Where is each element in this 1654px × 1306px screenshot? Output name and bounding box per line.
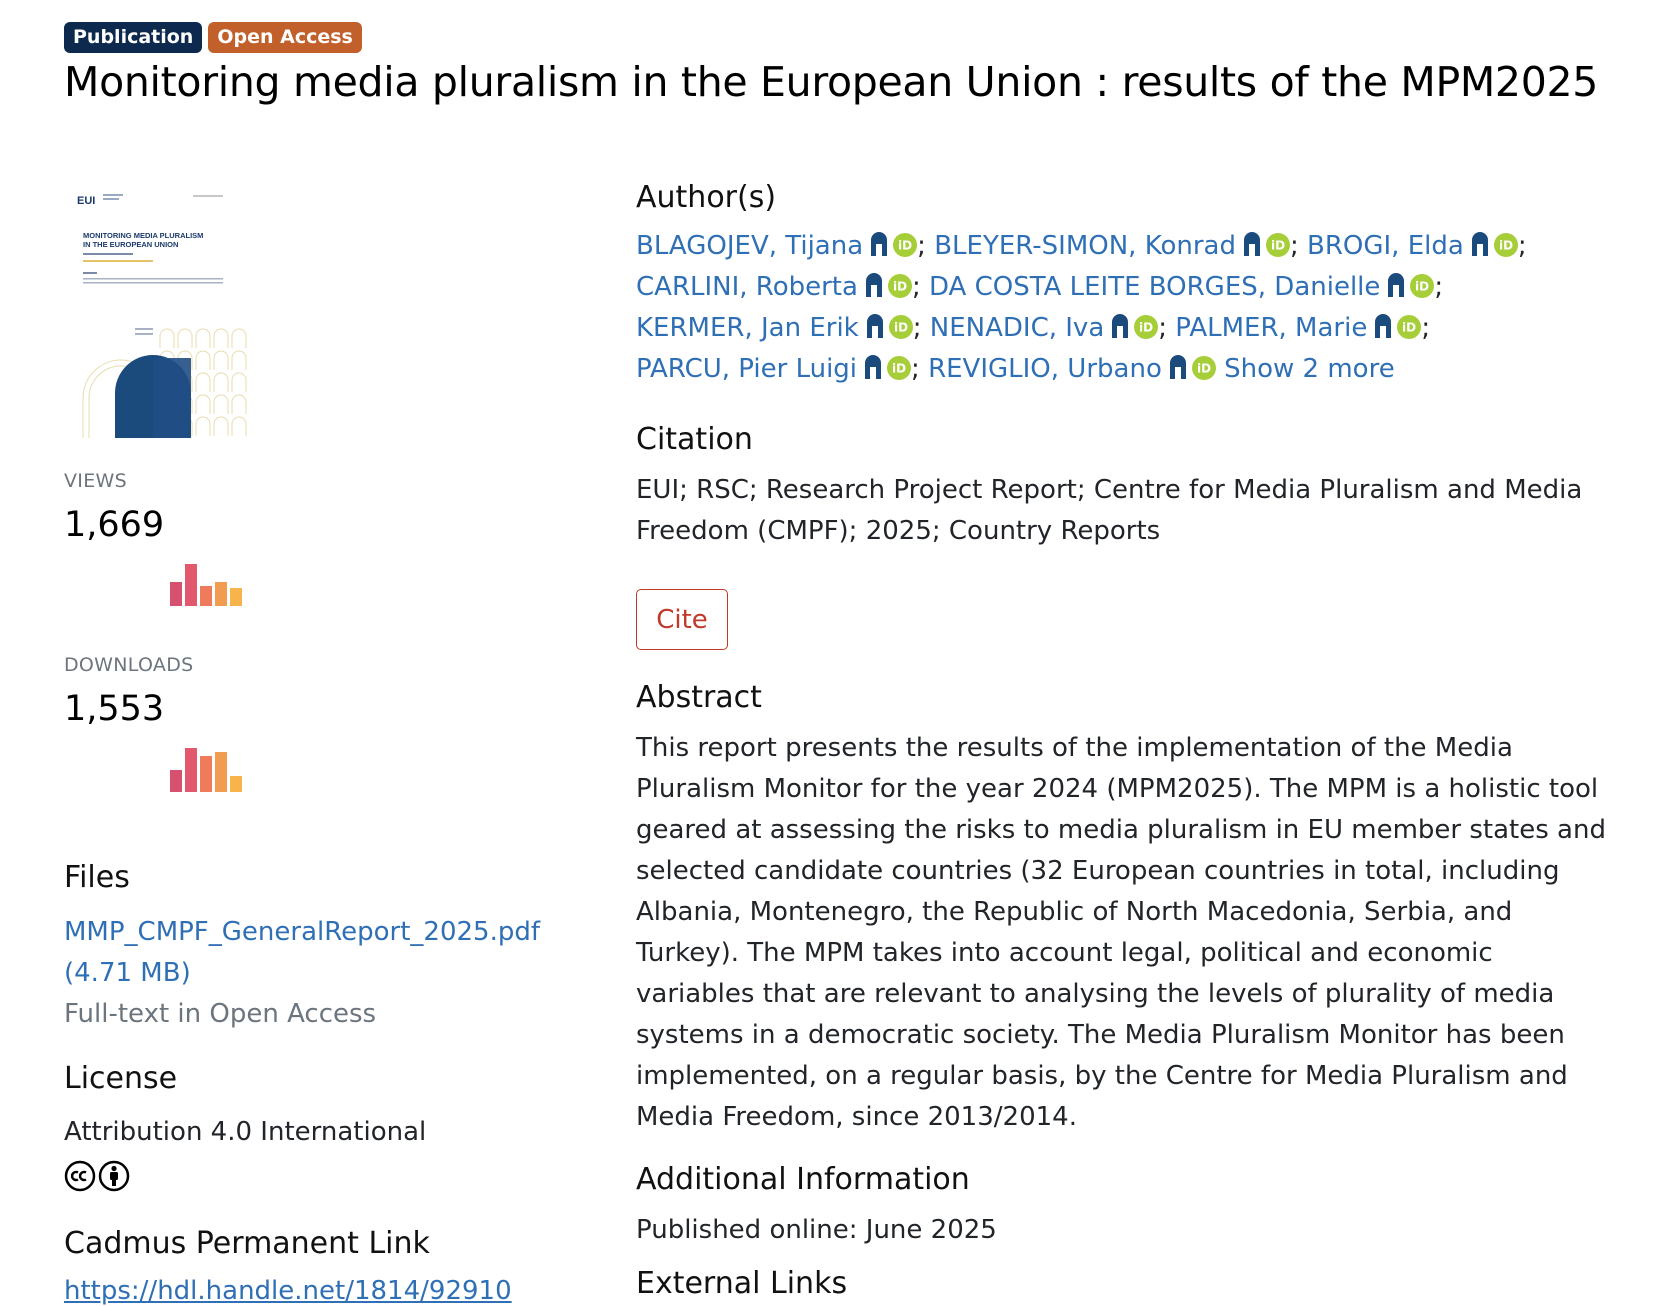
author-separator: ; — [911, 272, 921, 302]
author-separator: ; — [1434, 272, 1444, 302]
files-heading: Files — [64, 860, 130, 895]
orcid-icon[interactable] — [1192, 356, 1216, 380]
orcid-icon[interactable] — [1410, 274, 1434, 298]
cadmus-profile-icon[interactable] — [1373, 314, 1393, 338]
cadmus-profile-icon[interactable] — [864, 273, 884, 297]
author-separator: ; — [912, 313, 922, 343]
author-link[interactable]: PARCU, Pier Luigi — [636, 354, 858, 384]
badge-group — [64, 22, 362, 53]
file-size[interactable]: (4.71 MB) — [64, 958, 191, 988]
orcid-icon[interactable] — [1266, 233, 1290, 257]
downloads-count: 1,553 — [64, 689, 165, 729]
cadmus-profile-icon[interactable] — [865, 314, 885, 338]
svg-text:iD: iD — [1196, 361, 1211, 376]
orcid-icon[interactable] — [889, 315, 913, 339]
show-more-authors-link[interactable]: Show 2 more — [1224, 354, 1395, 384]
author-link[interactable]: REVIGLIO, Urbano — [928, 354, 1162, 384]
cite-button[interactable]: Cite — [636, 589, 728, 650]
svg-text:iD: iD — [898, 238, 913, 253]
abstract-heading: Abstract — [636, 680, 762, 715]
citation-text: EUI; RSC; Research Project Report; Centre for Media Pluralism and Media Freedom (CMPF); 2025; Country Reports — [636, 475, 1583, 546]
author-link[interactable]: NENADIC, Iva — [929, 313, 1105, 343]
views-count: 1,669 — [64, 505, 165, 545]
cover-title-line2: IN THE EUROPEAN UNION — [83, 240, 179, 249]
svg-text:iD: iD — [1402, 320, 1417, 335]
citation-heading: Citation — [636, 422, 753, 457]
author-separator: ; — [917, 231, 926, 261]
author-item[interactable] — [930, 313, 1167, 343]
author-item[interactable] — [928, 354, 1216, 384]
published-date: Published online: June 2025 — [636, 1215, 997, 1245]
author-link[interactable]: CARLINI, Roberta — [636, 272, 858, 302]
author-separator: ; — [1158, 313, 1168, 343]
downloads-label: DOWNLOADS — [64, 654, 194, 676]
file-download-link[interactable] — [64, 912, 584, 994]
author-link[interactable]: DA COSTA LEITE BORGES, Danielle — [928, 272, 1381, 302]
license-heading: License — [64, 1061, 178, 1096]
orcid-icon[interactable] — [1397, 315, 1421, 339]
page-title: Monitoring media pluralism in the European Union : results of the MPM2025 — [64, 58, 1599, 106]
author-item[interactable] — [1175, 313, 1430, 343]
cover-title-line1: MONITORING MEDIA PLURALISM — [83, 231, 204, 240]
cadmus-profile-icon[interactable] — [1470, 232, 1490, 256]
open-access-badge: Open Access — [208, 22, 362, 53]
author-separator: ; — [911, 354, 920, 384]
svg-text:iD: iD — [1270, 238, 1286, 253]
author-item[interactable] — [636, 231, 926, 261]
svg-text:iD: iD — [892, 279, 907, 294]
cadmus-profile-icon[interactable] — [1110, 314, 1130, 338]
svg-text:iD: iD — [1498, 238, 1513, 253]
publication-badge: Publication — [64, 22, 202, 53]
orcid-icon[interactable] — [1494, 233, 1518, 257]
cadmus-profile-icon[interactable] — [1242, 232, 1262, 256]
cc-icon — [64, 1160, 96, 1192]
orcid-icon[interactable] — [1134, 315, 1158, 339]
author-separator: ; — [1517, 231, 1527, 261]
orcid-icon[interactable] — [888, 274, 912, 298]
cadmus-profile-icon[interactable] — [1168, 355, 1188, 379]
author-link[interactable]: KERMER, Jan Erik — [636, 313, 859, 343]
open-access-note: Full-text in Open Access — [64, 999, 377, 1029]
views-label: VIEWS — [64, 470, 127, 492]
permanent-link[interactable]: https://hdl.handle.net/1814/92910 — [64, 1276, 512, 1306]
author-link[interactable]: BLEYER-SIMON, Konrad — [934, 231, 1236, 261]
author-item[interactable] — [929, 272, 1443, 302]
author-item[interactable] — [1307, 231, 1527, 261]
cc-license-icons[interactable] — [64, 1160, 130, 1192]
author-item[interactable] — [934, 231, 1299, 261]
file-name-link[interactable]: MMP_CMPF_GeneralReport_2025.pdf — [64, 917, 541, 947]
author-separator: ; — [1421, 313, 1431, 343]
orcid-icon[interactable] — [893, 233, 917, 257]
cadmus-profile-icon[interactable] — [1386, 273, 1406, 297]
license-text: Attribution 4.0 International — [64, 1117, 427, 1147]
author-item[interactable] — [636, 272, 921, 302]
author-item[interactable] — [636, 354, 920, 384]
downloads-sparkline — [170, 744, 246, 792]
cover-logo: EUI — [77, 195, 96, 207]
author-list — [636, 226, 1636, 390]
permanent-link-heading: Cadmus Permanent Link — [64, 1226, 430, 1261]
views-sparkline — [170, 558, 246, 606]
svg-text:iD: iD — [1415, 279, 1430, 294]
author-item[interactable] — [636, 313, 922, 343]
author-link[interactable]: PALMER, Marie — [1175, 313, 1368, 343]
additional-info-heading: Additional Information — [636, 1162, 970, 1197]
svg-text:iD: iD — [893, 320, 908, 335]
orcid-icon[interactable] — [887, 356, 911, 380]
author-separator: ; — [1289, 231, 1299, 261]
cadmus-profile-icon[interactable] — [869, 232, 889, 256]
author-link[interactable]: BROGI, Elda — [1307, 231, 1464, 261]
abstract-text: This report presents the results of the implementation of the Media Pluralism Monitor for the year 2024 (MPM2025). The MPM is a holistic tool geared at assessing the risks to media pluralism in EU member states and selected candidate countries (32 European countries in total, including Albania, Montenegro, the Republic of North Macedonia, Serbia, and Turkey). The MPM takes into account legal, political and economic variables that are relevant to analysing the levels of plurality of media systems in a democratic society. The Media Pluralism Monitor has been implemented, on a regular basis, by the Centre for Media Pluralism and Media Freedom, since 2013/2014. — [636, 733, 1606, 1132]
external-links-heading: External Links — [636, 1266, 848, 1301]
cover-thumbnail[interactable] — [75, 188, 255, 448]
cc-by-icon — [98, 1160, 130, 1192]
svg-text:iD: iD — [1139, 320, 1154, 335]
authors-heading: Author(s) — [636, 180, 777, 215]
svg-text:iD: iD — [891, 361, 907, 376]
cadmus-profile-icon[interactable] — [863, 355, 883, 379]
cover-image — [75, 188, 255, 448]
author-link[interactable]: BLAGOJEV, Tijana — [636, 231, 864, 261]
